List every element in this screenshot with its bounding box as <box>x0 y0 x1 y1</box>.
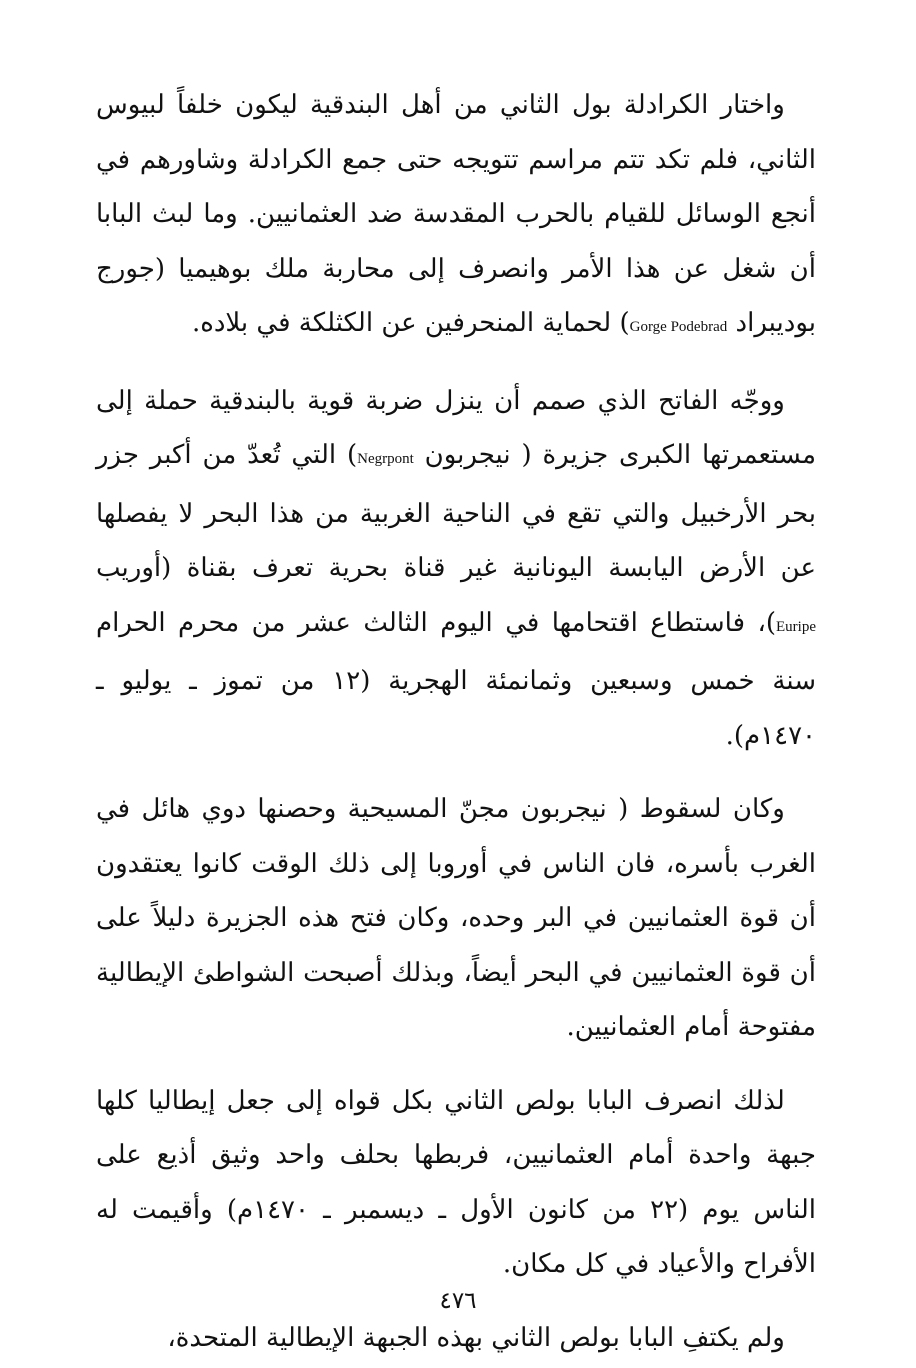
latin-name-euripe: Euripe <box>776 618 816 635</box>
latin-name-gorge-podebrad: Gorge Podebrad <box>629 319 728 335</box>
page-number: ٤٧٦ <box>439 1288 477 1314</box>
paragraph-fall-of-negroponte: وكان لسقوط ( نيجربون مجنّ المسيحية وحصنها دوي هائل في الغرب بأسره، فان الناس في أوروبا إلى ذلك الوقت كانوا يعتقدون أن قوة العثمانيين في البر وحده، وكان فتح هذه الجزيرة دليلاً على أن قوة العثمانيين في البحر أيضاً، وبذلك أصبحت الشواطئ الإيطالية مفتوحة أمام العثمانيين. <box>96 794 816 1042</box>
page-body-text <box>96 78 816 1365</box>
paragraph-continuation: ولم يكتفِ البابا بولص الثاني بهذه الجبهة الإيطالية المتحدة، <box>167 1322 785 1353</box>
paragraph-pope-paul-ii: واختار الكرادلة بول الثاني من أهل البندقية ليكون خلفاً لبيوس الثاني، فلم تكد تتم مراسم تتويجه حتى جمع الكرادلة وشاورهم في أنجع الوسائل للقيام بالحرب المقدسة ضد العثمانيين. وما لبث البابا أن شغل عن هذا الأمر وانصرف إلى محاربة ملك بوهيميا (جورج بوديبراد Gorge Podebrad) لحماية المنحرفين عن الكثلكة في بلاده. <box>96 90 816 338</box>
paragraph-italian-alliance: لذلك انصرف البابا بولص الثاني بكل قواه إلى جعل إيطاليا كلها جبهة واحدة أمام العثمانيين، فربطها بحلف واحد وثيق أذيع على الناس يوم (٢٢ من كانون الأول ـ ديسمبر ـ ١٤٧٠م) وأقيمت له الأفراح والأعياد في كل مكان. <box>96 1085 817 1279</box>
latin-name-negrpont: Negrpont <box>357 451 414 467</box>
paragraph-negroponte-campaign: ووجّه الفاتح الذي صمم أن ينزل ضربة قوية بالبندقية حملة إلى مستعمرتها الكبرى جزيرة ( نيجربون Negrpont) التي تُعدّ من أكبر جزر بحر الأرخبيل والتي تقع في الناحية الغربية من هذا البحر لا يفصلها عن الأرض اليابسة اليونانية غير قناة بحرية تعرف بقناة (أوريب Euripe)، فاستطاع اقتحامها في اليوم الثالث عشر من محرم الحرام سنة خمس وسبعين وثمانمئة الهجرية (١٢ من تموز ـ يوليو ـ ١٤٧٠م). <box>96 385 817 751</box>
